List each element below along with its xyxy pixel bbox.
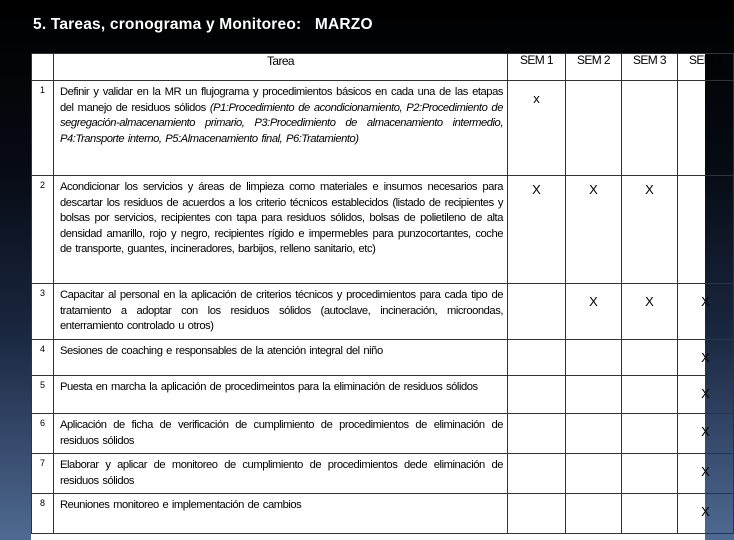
table-row [32,494,734,534]
week-3-mark [622,376,678,414]
table-row [32,176,734,284]
task-description [54,494,508,534]
schedule-table [31,53,734,534]
task-number: 1 [32,81,54,176]
task-description [54,376,508,414]
week-4-mark: X [678,284,734,340]
task-description [54,340,508,376]
table-row [32,454,734,494]
task-text: Elaborar y aplicar de monitoreo de cumplimiento de procedimientos dede eliminación de residuos sólidos [60,459,503,487]
task-number: 2 [32,176,54,284]
week-1-mark [508,494,566,534]
task-text: Puesta en marcha la aplicación de procedimeintos para la eliminación de residuos sólidos [60,381,478,393]
table-header-row [32,54,734,81]
table-row [32,414,734,454]
task-schedule-table [31,53,722,540]
task-description [54,414,508,454]
task-text: Capacitar al personal en la aplicación de criterios técnicos y procedimientos para cada tipo de tratamiento a adoptar con los residuos sólidos (autoclave, incineración, microondas, enterramiento controlado u otros) [60,289,503,333]
week-3-mark: X [622,176,678,284]
task-text: Sesiones de coaching e responsables de la atención integral del niño [60,345,383,357]
week-3-mark [622,81,678,176]
task-description [54,176,508,284]
slide-title: 5. Tareas, cronograma y Monitoreo: MARZO [33,16,373,33]
week-1-mark [508,414,566,454]
header-week-1: SEM 1 [508,54,566,81]
week-3-mark [622,414,678,454]
week-3-mark [622,494,678,534]
task-number: 4 [32,340,54,376]
week-2-mark [566,414,622,454]
task-description [54,81,508,176]
week-2-mark [566,81,622,176]
task-text: Acondicionar los servicios y áreas de limpieza como materiales e insumos necesarios para descartar los residuos de acuerdos a los criterio técnicos establecidos (listado de recipientes y bolsas por servicios, recipientes con tapa para residuos sólidos, bolsas de polietileno de alta densidad amarillo, rojo y negro, recipientes rígido e impermebles para punzocortantes, coche de transporte, guantes, incineradores, barbijos, relleno sanitario, etc) [60,181,503,256]
header-week-2: SEM 2 [566,54,622,81]
header-week-3: SEM 3 [622,54,678,81]
task-number: 5 [32,376,54,414]
week-2-mark [566,340,622,376]
week-4-mark [678,176,734,284]
week-3-mark: X [622,284,678,340]
week-3-mark [622,340,678,376]
week-1-mark [508,454,566,494]
task-text: Reuniones monitoreo e implementación de cambios [60,499,302,511]
week-4-mark: X [678,454,734,494]
week-2-mark [566,454,622,494]
table-row [32,81,734,176]
week-4-mark: X [678,376,734,414]
table-row [32,340,734,376]
week-1-mark: x [508,81,566,176]
table-row [32,284,734,340]
task-number: 6 [32,414,54,454]
week-1-mark [508,376,566,414]
task-number: 3 [32,284,54,340]
week-2-mark: X [566,176,622,284]
week-1-mark [508,340,566,376]
table-row [32,376,734,414]
week-3-mark [622,454,678,494]
week-1-mark [508,284,566,340]
header-task: Tarea [54,54,508,81]
week-2-mark [566,494,622,534]
week-4-mark: X [678,340,734,376]
task-description [54,454,508,494]
task-text: Aplicación de ficha de verificación de cumplimiento de procedimientos de eliminación de residuos sólidos [60,419,503,447]
task-number: 7 [32,454,54,494]
header-week-4: SEM 4 [678,54,734,81]
task-number: 8 [32,494,54,534]
week-4-mark: X [678,494,734,534]
week-1-mark: X [508,176,566,284]
week-4-mark [678,81,734,176]
task-description [54,284,508,340]
week-2-mark [566,376,622,414]
task-text-italic: (P1:Procedimiento de acondicionamiento, P2:Procedimiento de segregación-almacenamiento primario, P3:Procedimiento de almacenamiento intermedio, P4:Transporte interno, P5:Almacenamiento final, P6:Tratamiento) [60,101,503,145]
week-2-mark: X [566,284,622,340]
task-text: Definir y validar en la MR un flujograma y procedimientos básicos en cada una de las etapas del manejo de residuos sólidos [60,86,503,114]
header-number [32,54,54,81]
week-4-mark: X [678,414,734,454]
